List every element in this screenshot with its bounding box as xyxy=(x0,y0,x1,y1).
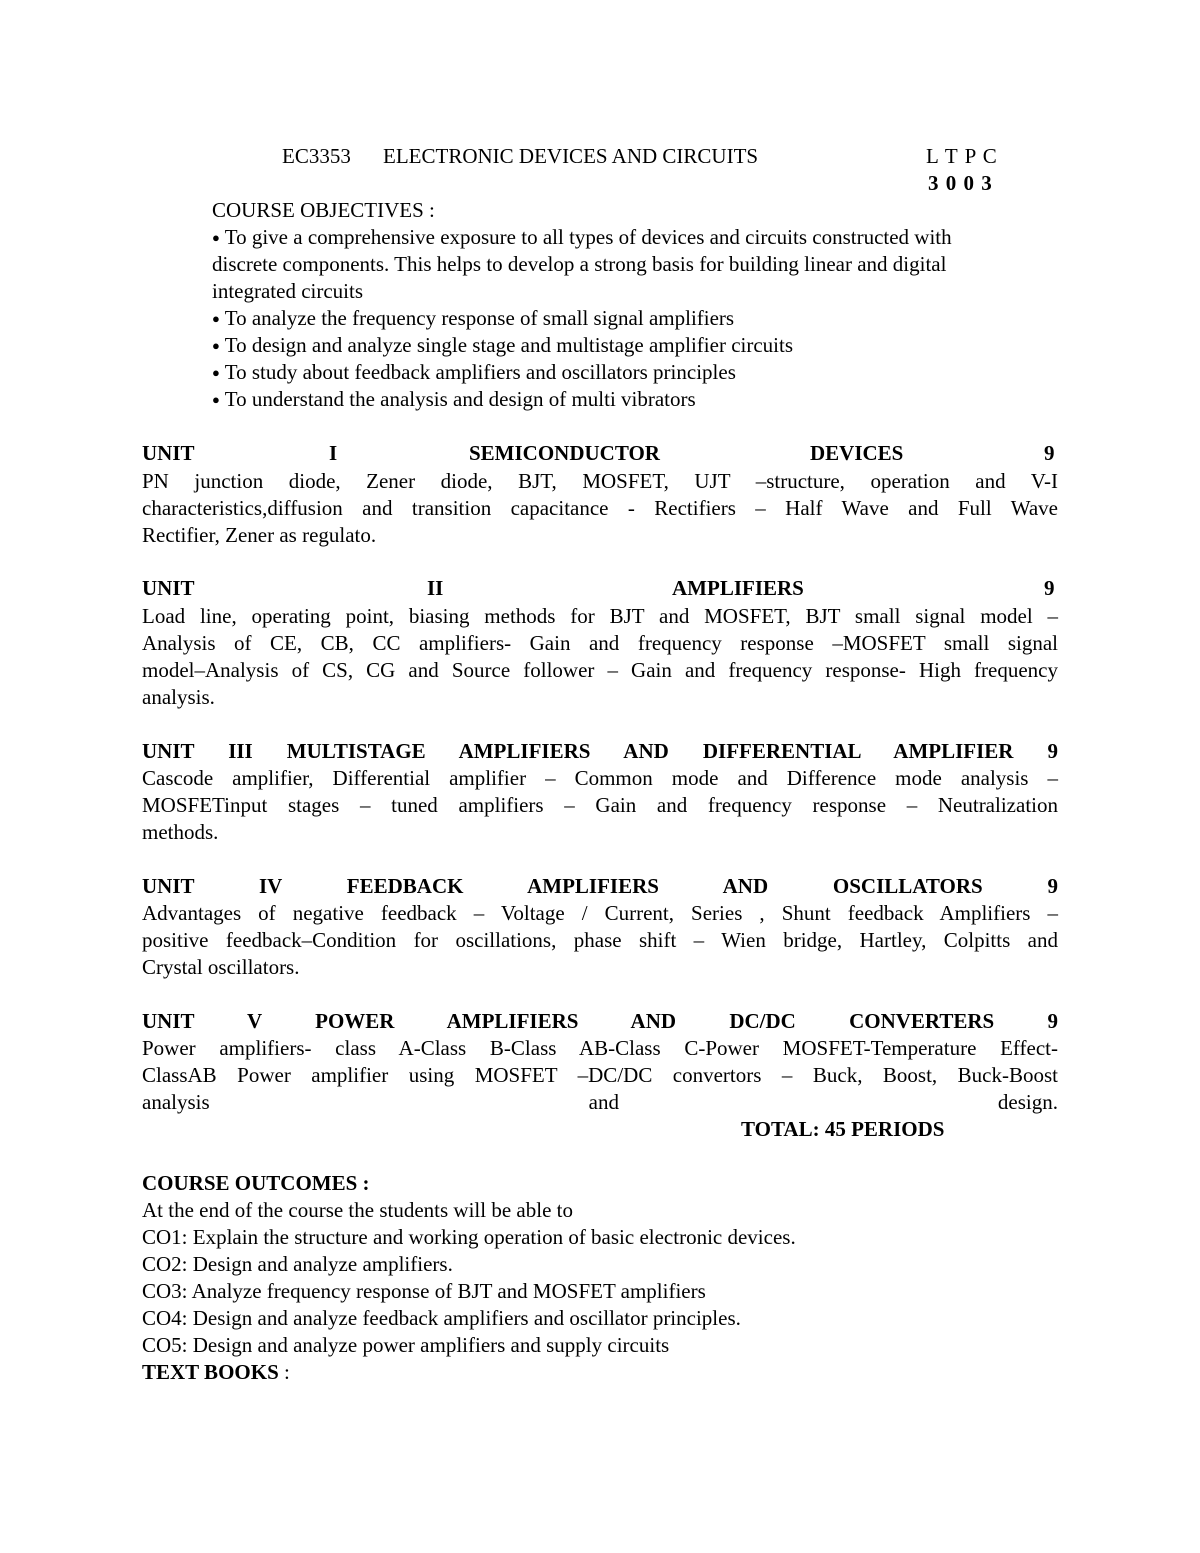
objectives-heading: COURSE OBJECTIVES : xyxy=(212,198,435,222)
unit-number: III xyxy=(228,739,253,763)
outcome-item: CO4: Design and analyze feedback amplifiers and oscillator principles. xyxy=(142,1306,741,1330)
unit-content-line: MOSFETinput stages – tuned amplifiers – Gain and frequency response – Neutralization xyxy=(142,793,1058,817)
unit-title-word: SEMICONDUCTOR xyxy=(469,441,660,465)
textbooks-heading: TEXT BOOKS xyxy=(142,1360,279,1384)
bullet-icon: ● xyxy=(212,311,220,326)
unit-content-line: PN junction diode, Zener diode, BJT, MOSFET, UJT –structure, operation and V-I xyxy=(142,469,1058,493)
unit-content-line: model–Analysis of CS, CG and Source follower – Gain and frequency response- High frequency xyxy=(142,658,1058,682)
unit-hours: 9 xyxy=(1047,1009,1059,1033)
outcome-item: CO1: Explain the structure and working operation of basic electronic devices. xyxy=(142,1225,796,1249)
bullet-icon: ● xyxy=(212,365,220,380)
unit-label: UNIT xyxy=(142,874,195,898)
objective-text: To design and analyze single stage and multistage amplifier circuits xyxy=(224,333,794,357)
unit-title: MULTISTAGE AMPLIFIERS AND DIFFERENTIAL AMPLIFIER xyxy=(286,739,1014,763)
objective-item xyxy=(212,359,736,386)
unit-hours: 9 xyxy=(1044,441,1055,465)
unit-number: I xyxy=(329,441,338,465)
unit-title: POWER AMPLIFIERS AND DC/DC CONVERTERS xyxy=(315,1009,995,1033)
unit-title: AMPLIFIERS xyxy=(672,576,804,600)
course-code: EC3353 xyxy=(282,144,351,168)
unit-title: FEEDBACK AMPLIFIERS AND OSCILLATORS xyxy=(346,874,983,898)
unit-content-line: Power amplifiers- class A-Class B-Class AB-Class C-Power MOSFET-Temperature Effect- xyxy=(142,1036,1058,1060)
course-title: ELECTRONIC DEVICES AND CIRCUITS xyxy=(383,144,759,168)
bullet-icon: ● xyxy=(212,230,220,245)
unit-content-line: Advantages of negative feedback – Voltage / Current, Series , Shunt feedback Amplifiers – xyxy=(142,901,1058,925)
objective-text: To give a comprehensive exposure to all types of devices and circuits constructed with xyxy=(224,225,952,249)
bullet-icon: ● xyxy=(212,338,220,353)
unit-title-word: DEVICES xyxy=(810,441,904,465)
ltpc-values: 3 0 0 3 xyxy=(928,171,993,195)
outcome-item: CO3: Analyze frequency response of BJT and MOSFET amplifiers xyxy=(142,1279,706,1303)
objective-text: To understand the analysis and design of multi vibrators xyxy=(224,387,696,411)
objective-continuation: discrete components. This helps to develop a strong basis for building linear and digital xyxy=(212,252,947,276)
unit-content-line: positive feedback–Condition for oscillations, phase shift – Wien bridge, Hartley, Colpitts and xyxy=(142,928,1058,952)
objective-item xyxy=(212,224,952,251)
unit-content-line: Load line, operating point, biasing methods for BJT and MOSFET, BJT small signal model – xyxy=(142,604,1058,628)
outcomes-intro: At the end of the course the students will be able to xyxy=(142,1198,573,1222)
unit-content-line: Crystal oscillators. xyxy=(142,955,300,979)
unit-content-line: ClassAB Power amplifier using MOSFET –DC/DC convertors – Buck, Boost, Buck-Boost xyxy=(142,1063,1058,1087)
unit-hours: 9 xyxy=(1047,739,1059,763)
textbooks-heading-row xyxy=(142,1359,290,1386)
textbooks-colon: : xyxy=(284,1360,290,1384)
objective-item xyxy=(212,332,793,359)
unit-number: II xyxy=(427,576,444,600)
unit-content-line: Rectifier, Zener as regulato. xyxy=(142,523,377,547)
unit-hours: 9 xyxy=(1044,576,1055,600)
total-periods: TOTAL: 45 PERIODS xyxy=(741,1117,945,1141)
outcome-item: CO2: Design and analyze amplifiers. xyxy=(142,1252,453,1276)
objective-item xyxy=(212,305,734,332)
bullet-icon: ● xyxy=(212,392,220,407)
outcomes-heading: COURSE OUTCOMES : xyxy=(142,1171,370,1195)
unit-label: UNIT xyxy=(142,739,195,763)
outcome-item: CO5: Design and analyze power amplifiers and supply circuits xyxy=(142,1333,670,1357)
objective-text: To study about feedback amplifiers and oscillators principles xyxy=(224,360,736,384)
unit-heading xyxy=(142,873,1058,900)
unit-content-line: analysis. xyxy=(142,685,215,709)
unit-heading xyxy=(142,1008,1058,1035)
unit-number: V xyxy=(247,1009,262,1033)
unit-label: UNIT xyxy=(142,1009,195,1033)
unit-content-line: characteristics,diffusion and transition capacitance - Rectifiers – Half Wave and Full Wave xyxy=(142,496,1058,520)
objective-text: To analyze the frequency response of small signal amplifiers xyxy=(224,306,735,330)
unit-content-line: analysis and design. xyxy=(142,1090,1058,1114)
unit-content-line: methods. xyxy=(142,820,219,844)
unit-label: UNIT xyxy=(142,441,195,465)
unit-content-line: Analysis of CE, CB, CC amplifiers- Gain and frequency response –MOSFET small signal xyxy=(142,631,1058,655)
unit-content-line: Cascode amplifier, Differential amplifier – Common mode and Difference mode analysis – xyxy=(142,766,1058,790)
objective-item xyxy=(212,386,696,413)
unit-number: IV xyxy=(258,874,282,898)
unit-hours: 9 xyxy=(1047,874,1059,898)
objective-continuation: integrated circuits xyxy=(212,279,364,303)
unit-label: UNIT xyxy=(142,576,195,600)
ltpc-label: L T P C xyxy=(926,144,998,168)
unit-heading xyxy=(142,738,1058,765)
